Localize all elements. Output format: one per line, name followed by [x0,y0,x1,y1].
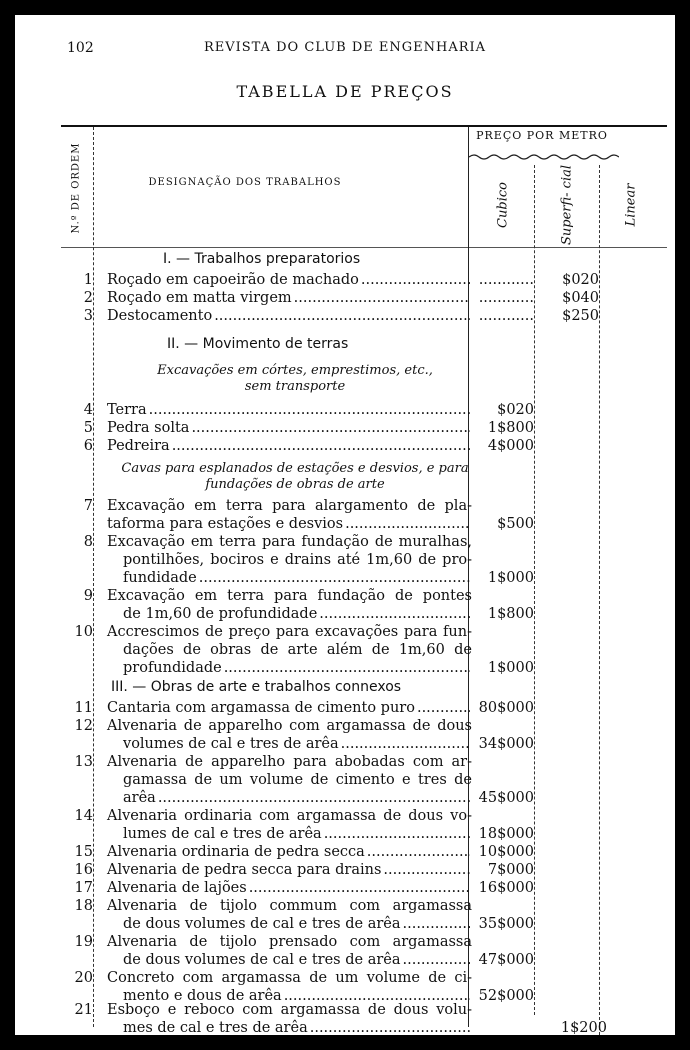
price-linear: 1$200 [560,1020,607,1036]
document-page [15,15,675,1035]
item-text: arêa [123,790,156,806]
section-heading: I. — Trabalhos preparatorios [163,251,361,267]
header-ordem: N.º DE ORDEM [70,142,82,234]
item-number: 10 [74,624,93,640]
item-text: gamassa de um volume de cimento e tres de [123,772,472,788]
price-cubico: 16$000 [478,880,534,896]
empty-cell [470,289,534,307]
item-number: 20 [74,970,93,986]
price-cubico: 1$800 [487,606,534,622]
item-text: Roçado em capoeirão de machado [107,272,359,288]
item-text: mes de cal e tres de arêa [123,1020,308,1036]
item-text: Esboço e reboco com argamassa de dous volu- [107,1002,472,1018]
column-divider-ordem [93,127,94,1027]
item-text: Alvenaria ordinaria com argamassa de dous vo- [107,808,472,824]
price-cubico: $500 [497,516,534,532]
item-text: Excavação em terra para fundação de muralhas, [107,534,472,550]
empty-cell [470,307,534,325]
section-heading: III. — Obras de arte e trabalhos connexos [111,679,402,695]
price-cubico: 35$000 [478,916,534,932]
item-number: 4 [83,402,93,418]
item-text: Roçado em matta virgem [107,290,292,306]
price-cubico: 10$000 [478,844,534,860]
item-number: 8 [83,534,93,550]
item-text: volumes de cal e tres de arêa [123,736,339,752]
price-cubico: 47$000 [478,952,534,968]
header-preco: PREÇO POR METRO [476,129,608,142]
item-text: pontilhões, bociros e drains até 1m,60 de pro- [123,552,472,568]
wavy-rule [469,153,619,161]
section-heading: II. — Movimento de terras [167,336,349,352]
item-text: Pedra solta [107,420,190,436]
item-text: taforma para estações e desvios [107,516,344,532]
item-number: 2 [83,290,93,306]
item-text: dações de obras de arte além de 1m,60 de [123,642,472,658]
item-text: Alvenaria de lajões [107,880,247,896]
page-number: 102 [67,40,94,56]
item-text: Alvenaria de apparelho com argamassa de dous [107,718,472,734]
item-number: 3 [83,308,93,324]
price-cubico: 4$000 [487,438,534,454]
header-linear: Linear [623,183,639,227]
item-text: Accrescimos de preço para excavações para fun- [107,624,472,640]
price-cubico: 80$000 [478,700,534,716]
item-text: fundidade [123,570,197,586]
item-text: Excavação em terra para fundação de pontes [107,588,472,604]
subheading: Excavações em córtes, emprestimos, etc., sem transporte [157,363,433,394]
item-number: 7 [83,498,93,514]
item-text: Destocamento [107,308,213,324]
item-text: profundidade [123,660,222,676]
price-cubico: 7$000 [487,862,534,878]
item-text: Cantaria com argamassa de cimento puro [107,700,415,716]
item-number: 19 [74,934,93,950]
item-number: 17 [74,880,93,896]
item-number: 6 [83,438,93,454]
price-cubico: 34$000 [478,736,534,752]
item-number: 16 [74,862,93,878]
item-text: Alvenaria ordinaria de pedra secca [107,844,365,860]
item-number: 15 [74,844,93,860]
page-title: TABELLA DE PREÇOS [236,82,454,101]
subheading: Cavas para esplanados de estações e desvios, e para fundações de obras de arte [121,461,469,492]
item-text: Concreto com argamassa de um volume de ci- [107,970,472,986]
item-number: 1 [83,272,93,288]
item-number: 11 [74,700,93,716]
price-cubico: 18$000 [478,826,534,842]
item-number: 5 [83,420,93,436]
price-cubico: 1$000 [487,660,534,676]
item-text: Alvenaria de apparelho para abobadas com ar- [107,754,472,770]
item-number: 12 [74,718,93,734]
item-number: 21 [74,1002,93,1018]
running-header: REVISTA DO CLUB DE ENGENHARIA [203,40,487,55]
item-number: 18 [74,898,93,914]
price-cubico: 52$000 [478,988,534,1004]
item-text: Excavação em terra para alargamento de pla- [107,498,472,514]
item-text: Terra [107,402,147,418]
table-top-rule [61,125,667,127]
item-number: 14 [74,808,93,824]
empty-cell [470,271,534,289]
price-cubico: 45$000 [478,790,534,806]
header-designacao: DESIGNAÇÃO DOS TRABALHOS [148,177,342,188]
price-superficial: $250 [562,308,599,324]
header-bottom-rule [61,247,667,248]
item-text: Alvenaria de tijolo prensado com argamassa [107,934,472,950]
price-superficial: $020 [562,272,599,288]
item-text: de dous volumes de cal e tres de arêa [123,916,401,932]
item-text: de 1m,60 de profundidade [123,606,318,622]
header-superficial: Superfi- cial [559,164,575,246]
item-text: lumes de cal e tres de arêa [123,826,322,842]
price-cubico: $020 [497,402,534,418]
item-number: 9 [83,588,93,604]
item-text: Alvenaria de tijolo commum com argamassa [107,898,472,914]
price-superficial: $040 [562,290,599,306]
item-text: mento e dous de arêa [123,988,282,1004]
column-divider-superficial [599,165,600,1035]
item-text: Alvenaria de pedra secca para drains [107,862,382,878]
item-text: Pedreira [107,438,170,454]
price-cubico: 1$800 [487,420,534,436]
item-text: de dous volumes de cal e tres de arêa [123,952,401,968]
price-cubico: 1$000 [487,570,534,586]
header-cubico: Cubico [495,182,511,228]
item-number: 13 [74,754,93,770]
